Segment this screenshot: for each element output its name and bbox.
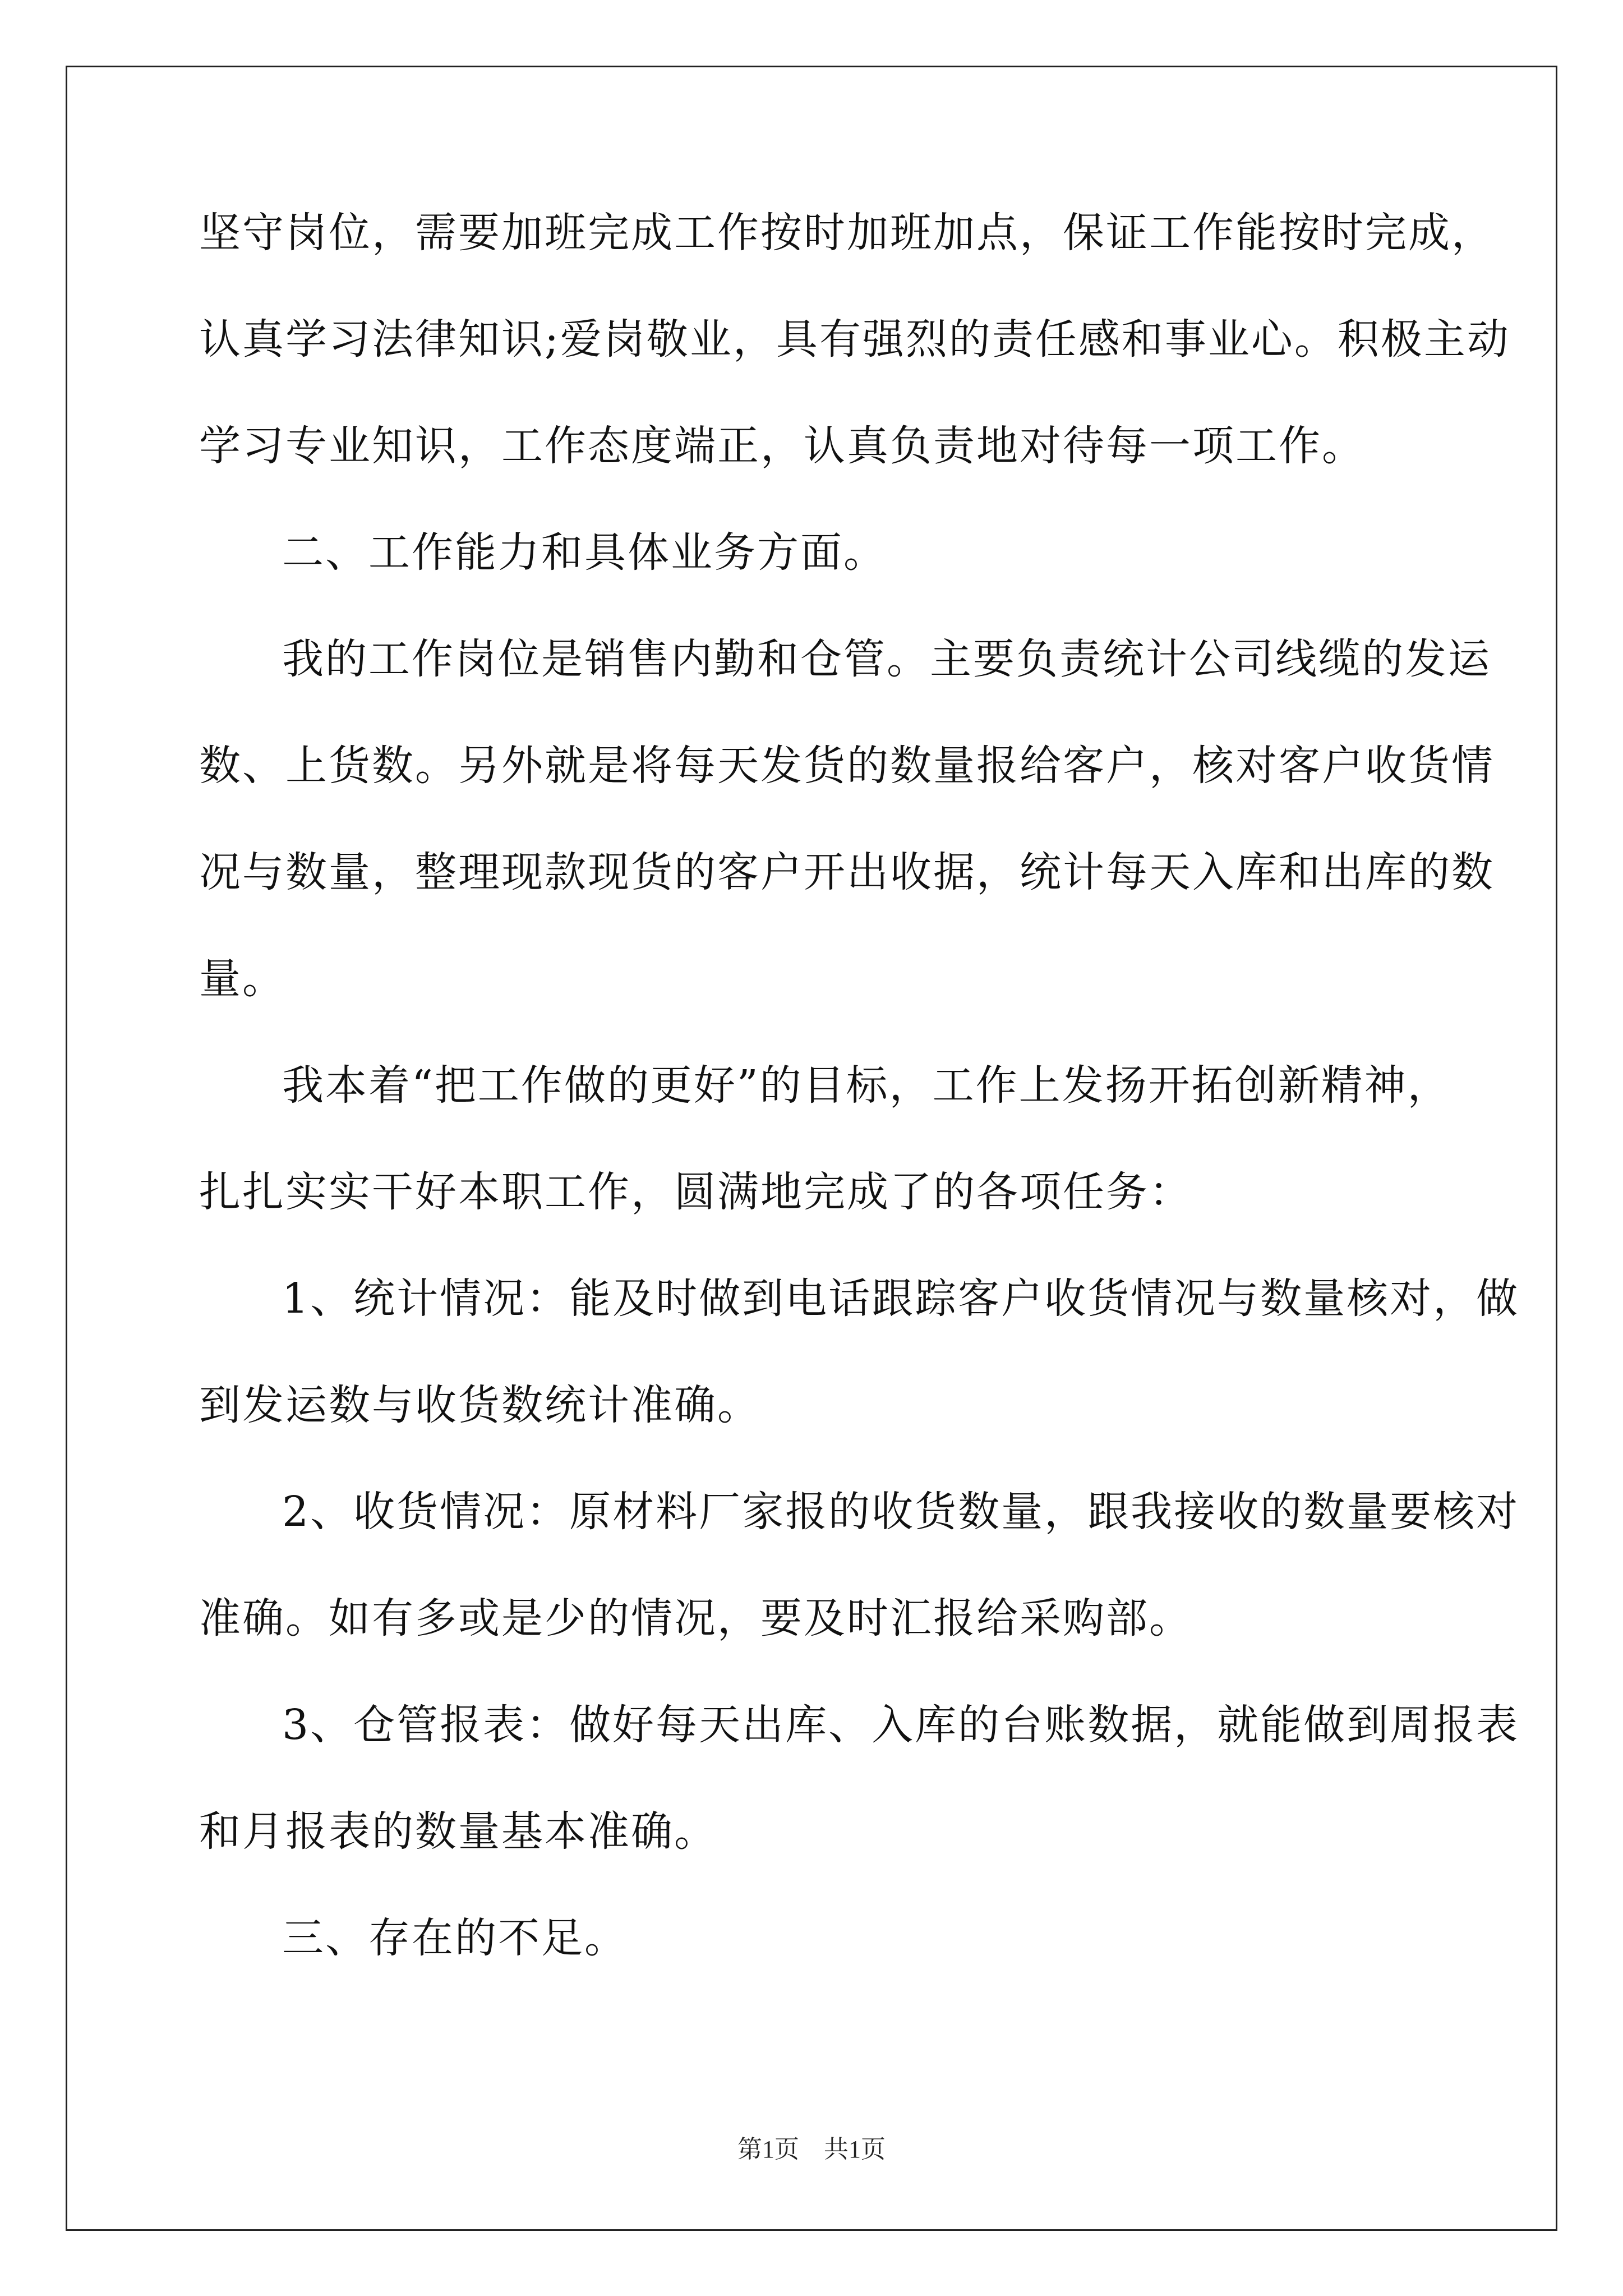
text-line: 认真学习法律知识;爱岗敬业，具有强烈的责任感和事业心。积极主动: [199, 315, 1510, 364]
text-line: 到发运数与收货数统计准确。: [199, 1381, 760, 1429]
text-line: 数、上货数。另外就是将每天发货的数量报给客户，核对客户收货情: [199, 742, 1495, 790]
text-line: 学习专业知识，工作态度端正，认真负责地对待每一项工作。: [199, 422, 1365, 470]
page-border: [66, 66, 1557, 2231]
text-line: 扎扎实实干好本职工作，圆满地完成了的各项任务：: [199, 1168, 1192, 1216]
text-line: 我的工作岗位是销售内勤和仓管。主要负责统计公司线缆的发运: [282, 635, 1491, 683]
section-heading: 二、工作能力和具体业务方面。: [282, 528, 887, 577]
list-item: 1、统计情况：能及时做到电话跟踪客户收货情况与数量核对，做: [282, 1274, 1520, 1323]
section-heading: 三、存在的不足。: [282, 1914, 628, 1962]
list-item: 2、收货情况：原材料厂家报的收货数量，跟我接收的数量要核对: [282, 1488, 1520, 1536]
text-line: 准确。如有多或是少的情况，要及时汇报给采购部。: [199, 1594, 1192, 1642]
text-line: 和月报表的数量基本准确。: [199, 1807, 717, 1856]
text-line: 坚守岗位，需要加班完成工作按时加班加点，保证工作能按时完成，: [199, 209, 1495, 257]
list-item: 3、仓管报表：做好每天出库、入库的台账数据，就能做到周报表: [282, 1701, 1520, 1749]
page-footer: 第1页 共1页: [737, 2136, 886, 2163]
text-line: 量。: [199, 955, 285, 1003]
text-line: 况与数量，整理现款现货的客户开出收据，统计每天入库和出库的数: [199, 848, 1495, 896]
text-line: 我本着“把工作做的更好”的目标，工作上发扬开拓创新精神，: [282, 1061, 1451, 1110]
